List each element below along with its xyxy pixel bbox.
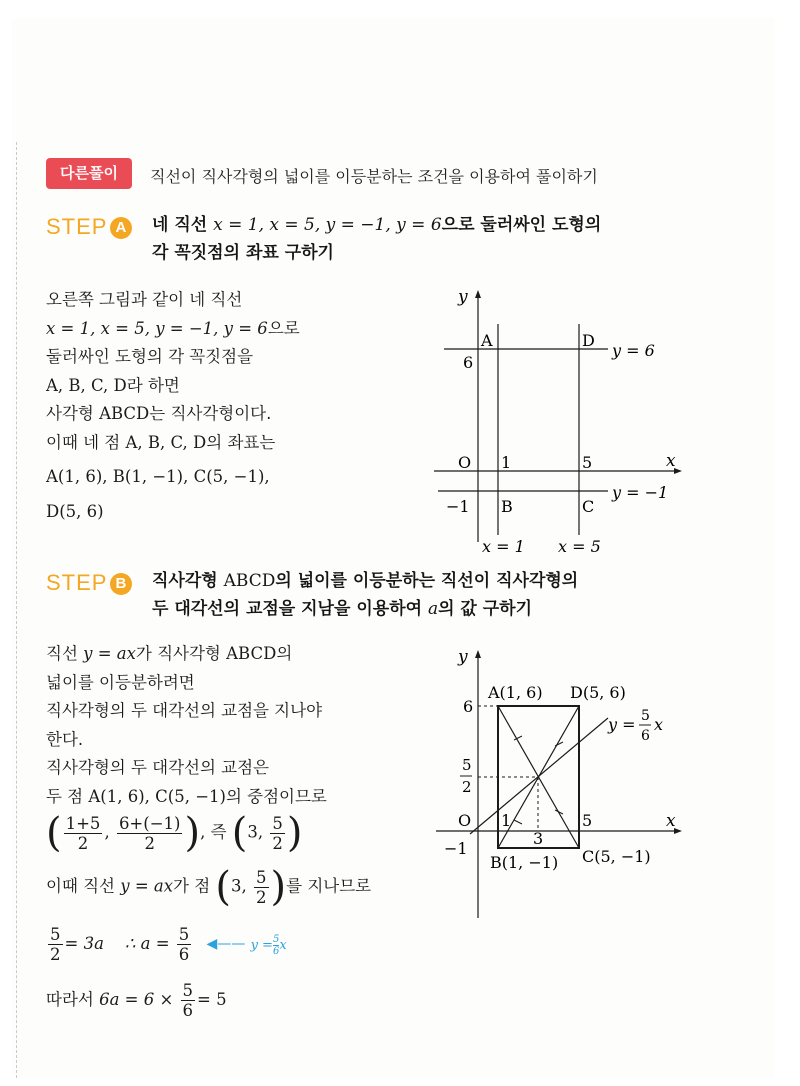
tick-6: 6: [463, 353, 474, 372]
tick-6: 6: [463, 697, 474, 716]
rectangle-figure-1: [430, 280, 690, 560]
arrow-left-icon: ◀——: [206, 936, 246, 953]
alt-solution-description: 직선이 직사각형의 넓이를 이등분하는 조건을 이용하여 풀이하기: [150, 167, 598, 186]
step-a-label: STEP A: [46, 214, 132, 240]
point-c-label: C: [582, 497, 595, 516]
y-axis-label: y: [458, 287, 468, 307]
tick-5: 5: [582, 453, 593, 472]
line-label-num: 5: [641, 708, 650, 724]
margin-divider: [16, 142, 17, 1078]
point-c-label: C(5, −1): [582, 847, 651, 866]
line-label-prefix: y =: [608, 715, 636, 734]
tick-5half-num: 5: [462, 756, 472, 774]
tick-neg1: −1: [446, 497, 470, 516]
step-b-label: STEP B: [46, 570, 132, 596]
tick-5: 5: [582, 811, 593, 830]
point-d-label: D(5, 6): [570, 683, 626, 702]
line-label-den: 6: [641, 728, 650, 744]
line-x5-label: x = 5: [558, 537, 601, 556]
line-x1-label: x = 1: [482, 537, 525, 556]
y-axis-arrow: [475, 650, 481, 658]
x-axis-label: x: [666, 811, 676, 831]
line-y6-label: y = 6: [612, 341, 655, 360]
solve-a-line: $\frac{5}{2}$ = 3a ∴ a = $\frac{5}{6}$ ◀—— y = $\frac{5}{6}$ x: [50, 925, 287, 964]
tick-mark-2: [555, 742, 563, 746]
point-a-label: A: [481, 331, 493, 350]
point-b-label: B: [501, 497, 513, 516]
y-axis-arrow: [475, 290, 481, 298]
step-b-body: 직선 y = ax가 직사각형 ABCD의 넓이를 이등분하려면 직사각형의 두 대각선의 교점을 지나야 한다. 직사각형의 두 대각선의 교점은 두 점 A(1, 6), C(5, −1)의 중점이므로 ( $\frac{1+5}{2}$ , $\frac{6+(-1)}{2}$ ), 즉 (3, $\frac{5}{2}$ ) 이때 직선 y = ax가 점 (3, $\frac{5}{2}$ )를 지나므로 $\frac{5}{2}$ = 3a ∴ a = $\frac{5}{6}$ ◀—— y = $\frac{5}{6}$ x 따라서 6a = 6 × $\frac{5}{6}$ = 5: [46, 640, 371, 1035]
y-axis-label: y: [458, 647, 468, 667]
point-a-label: A(1, 6): [488, 683, 543, 702]
tick-1: 1: [501, 453, 512, 472]
tick-1: 1: [501, 811, 512, 830]
margin-note: y = $\frac{5}{6}$ x: [250, 934, 287, 957]
point-b-label: B(1, −1): [490, 853, 559, 872]
final-answer-line: 따라서 6a = 6 × $\frac{5}{6}$ = 5: [46, 981, 227, 1020]
point-d-label: D: [582, 331, 595, 350]
origin-label: O: [458, 811, 472, 830]
midpoint-expression: ( $\frac{1+5}{2}$ , $\frac{6+(-1)}{2}$ ), 즉 (3, $\frac{5}{2}$ ): [46, 810, 303, 856]
step-a-title: 네 직선 x = 1, x = 5, y = −1, y = 6으로 둘러싸인 도형의 각 꼭짓점의 좌표 구하기: [152, 215, 602, 263]
origin-label: O: [458, 453, 472, 472]
tick-neg1: −1: [444, 839, 468, 858]
tick-5half-den: 2: [462, 778, 472, 796]
substitution-line: 이때 직선 y = ax가 점 (3, $\frac{5}{2}$ )를 지나므로: [46, 864, 372, 910]
x-axis-label: x: [666, 451, 676, 471]
step-b-title: 직사각형 ABCD의 넓이를 이등분하는 직선이 직사각형의 두 대각선의 교점을 지남을 이용하여 a의 값 구하기: [152, 571, 579, 619]
tick-3: 3: [533, 829, 544, 848]
line-y-neg1-label: y = −1: [612, 483, 669, 502]
rectangle-figure-2: [430, 640, 690, 922]
tick-mark-3: [514, 820, 522, 824]
line-label-suffix: x: [654, 715, 664, 734]
step-a-body: 오른쪽 그림과 같이 네 직선 x = 1, x = 5, y = −1, y = 6으로 둘러싸인 도형의 각 꼭짓점을 A, B, C, D라 하면 사각형 ABCD는 직사각형이다. 이때 네 점 A, B, C, D의 좌표는 A(1, 6), B(1, −1), C(5, −1), D(5, 6): [46, 290, 300, 521]
alt-solution-badge: 다른풀이: [46, 158, 132, 189]
